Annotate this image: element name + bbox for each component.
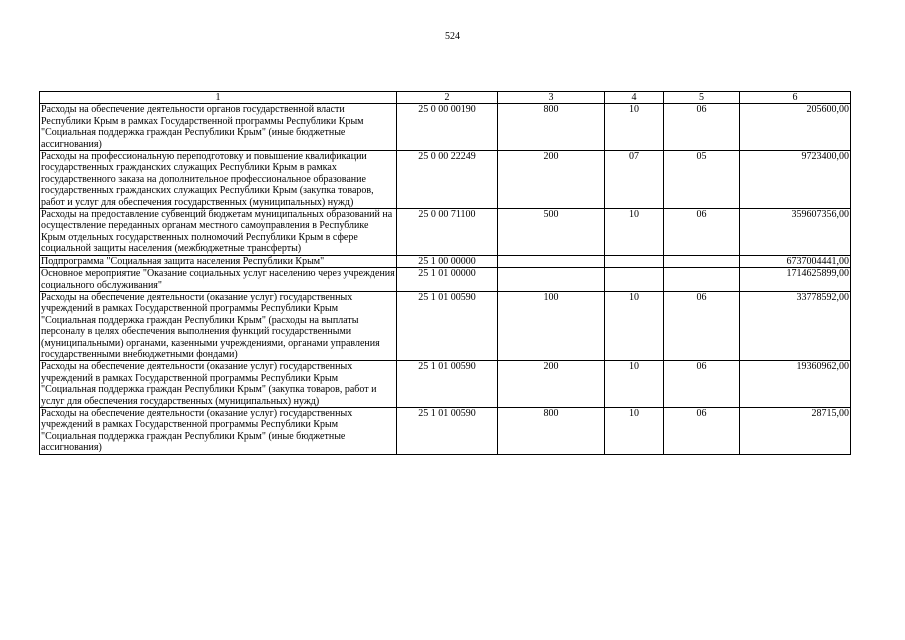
table-header-row <box>40 92 851 104</box>
row-code: 25 0 00 00190 <box>397 104 498 151</box>
row-code: 25 1 00 00000 <box>397 255 498 267</box>
row-name: Расходы на предоставление субвенций бюджетам муниципальных образований на осуществление переданных органам местного самоуправления в Республике Крым отдельных государственных полномочий Республики Крым в сфере социальной защиты населения (межбюджетные трансферты) <box>40 209 397 256</box>
row-expense-type: 800 <box>498 407 605 454</box>
table-row <box>40 104 851 151</box>
row-code: 25 0 00 71100 <box>397 209 498 256</box>
row-subsection <box>664 268 740 292</box>
page-number: 524 <box>445 31 460 42</box>
column-header-type: 3 <box>498 92 605 104</box>
row-section: 10 <box>605 209 664 256</box>
table-row <box>40 407 851 454</box>
table-row <box>40 209 851 256</box>
row-sum: 33778592,00 <box>740 291 851 360</box>
column-header-subsection: 5 <box>664 92 740 104</box>
row-sum: 205600,00 <box>740 104 851 151</box>
row-subsection: 05 <box>664 151 740 209</box>
table-row <box>40 268 851 292</box>
row-name: Расходы на обеспечение деятельности (оказание услуг) государственных учреждений в рамках Государственной программы Республики Крым "Социальная поддержка граждан Республики Крым" (закупка товаров, работ и услуг для обеспечения государственных (муниципальных) нужд) <box>40 361 397 408</box>
budget-table <box>39 91 851 455</box>
row-name: Расходы на профессиональную переподготовку и повышение квалификации государственных гражданских служащих Республики Крым в рамках государственного заказа на дополнительное профессиональное образование государственных гражданских служащих Республики Крым (закупка товаров, работ и услуг для обеспечения государственных (муниципальных) нужд) <box>40 151 397 209</box>
row-name: Расходы на обеспечение деятельности органов государственной власти Республики Крым в рамках Государственной программы Республики Крым "Социальная поддержка граждан Республики Крым" (иные бюджетные ассигнования) <box>40 104 397 151</box>
row-subsection: 06 <box>664 209 740 256</box>
row-expense-type: 500 <box>498 209 605 256</box>
row-expense-type: 100 <box>498 291 605 360</box>
row-code: 25 0 00 22249 <box>397 151 498 209</box>
row-subsection: 06 <box>664 104 740 151</box>
row-name: Подпрограмма "Социальная защита населения Республики Крым" <box>40 255 397 267</box>
row-section: 07 <box>605 151 664 209</box>
row-expense-type: 200 <box>498 151 605 209</box>
table-row <box>40 151 851 209</box>
row-section <box>605 255 664 267</box>
row-sum: 359607356,00 <box>740 209 851 256</box>
row-section: 10 <box>605 104 664 151</box>
row-name: Основное мероприятие "Оказание социальных услуг населению через учреждения социального обслуживания" <box>41 268 395 291</box>
row-subsection <box>664 255 740 267</box>
table-row <box>40 291 851 360</box>
row-section <box>605 268 664 292</box>
column-header-section: 4 <box>605 92 664 104</box>
row-sum: 28715,00 <box>740 407 851 454</box>
row-code: 25 1 01 00590 <box>397 407 498 454</box>
row-sum: 6737004441,00 <box>740 255 851 267</box>
row-subsection: 06 <box>664 407 740 454</box>
row-name: Расходы на обеспечение деятельности (оказание услуг) государственных учреждений в рамках Государственной программы Республики Крым "Социальная поддержка граждан Республики Крым" (расходы на выплаты персоналу в целях обеспечения выполнения функций государственными (муниципальными) органами, казенными учреждениями, органами управления государственными внебюджетными фондами) <box>40 291 397 360</box>
column-header-sum: 6 <box>740 92 851 104</box>
row-code: 25 1 01 00000 <box>397 268 498 292</box>
row-name: Расходы на обеспечение деятельности (оказание услуг) государственных учреждений в рамках Государственной программы Республики Крым "Социальная поддержка граждан Республики Крым" (иные бюджетные ассигнования) <box>40 407 397 454</box>
row-section: 10 <box>605 407 664 454</box>
row-sum: 1714625899,00 <box>740 268 851 292</box>
row-section: 10 <box>605 361 664 408</box>
row-code: 25 1 01 00590 <box>397 291 498 360</box>
row-expense-type <box>498 268 605 292</box>
column-header-name: 1 <box>40 92 397 104</box>
row-code: 25 1 01 00590 <box>397 361 498 408</box>
table-row <box>40 361 851 408</box>
row-subsection: 06 <box>664 361 740 408</box>
column-header-code: 2 <box>397 92 498 104</box>
row-expense-type: 800 <box>498 104 605 151</box>
row-subsection: 06 <box>664 291 740 360</box>
row-expense-type: 200 <box>498 361 605 408</box>
row-section: 10 <box>605 291 664 360</box>
row-sum: 19360962,00 <box>740 361 851 408</box>
row-expense-type <box>498 255 605 267</box>
row-sum: 9723400,00 <box>740 151 851 209</box>
table-row <box>40 255 851 267</box>
